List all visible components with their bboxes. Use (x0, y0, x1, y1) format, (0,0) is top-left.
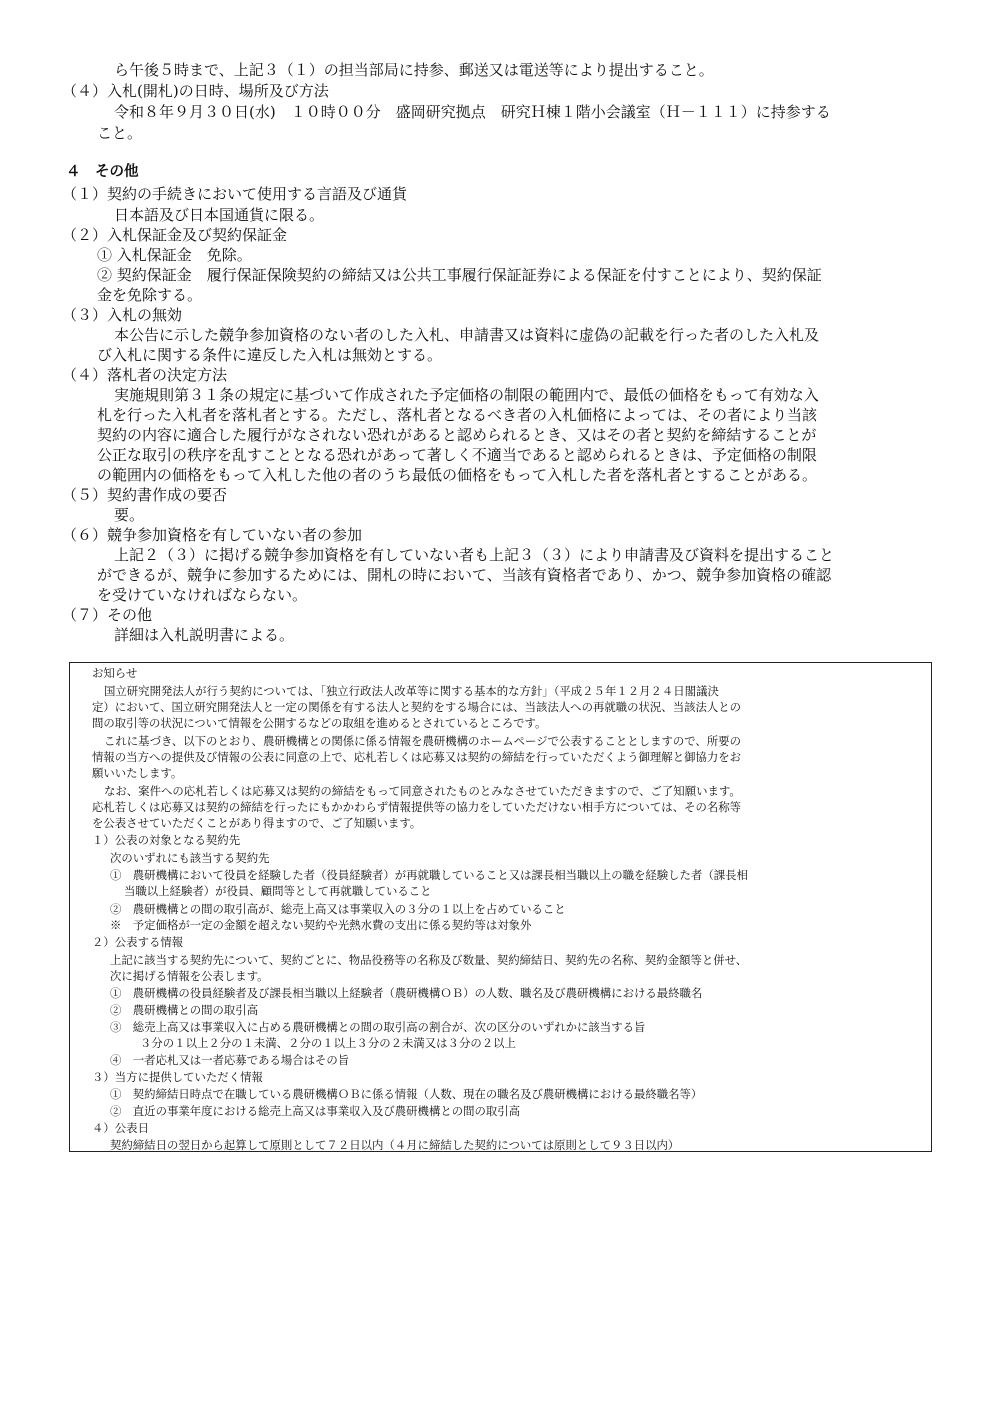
notice-subheading: ２）公表する情報 (92, 935, 184, 949)
item-heading: （７）その他 (62, 606, 153, 624)
body-line: ができるが、競争に参加するためには、開札の時において、当該有資格者であり、かつ、競争参加資格の確認 (97, 566, 832, 584)
body-line: ② 契約保証金 履行保証保険契約の締結又は公共工事履行保証証券による保証を付すことにより、契約保証 (97, 266, 822, 284)
notice-line: ① 契約締結日時点で在職している農研機構ＯＢに係る情報（人数、現在の職名及び農研機構における最終職名等） (110, 1087, 703, 1101)
item-heading: （３）入札の無効 (62, 306, 183, 324)
notice-line: 次のいずれにも該当する契約先 (110, 851, 270, 865)
notice-line: 次に掲げる情報を公表します。 (110, 969, 269, 983)
notice-subheading: ４）公表日 (92, 1121, 149, 1135)
notice-subheading: １）公表の対象となる契約先 (92, 833, 241, 847)
body-line: び入札に関する条件に違反した入札は無効とする。 (97, 346, 443, 364)
notice-line: 定）において、国立研究開発法人と一定の関係を有する法人と契約をする場合には、当該法人への再就職の状況、当該法人との (92, 700, 742, 714)
notice-line: ③ 総売上高又は事業収入に占める農研機構との間の取引高の割合が、次の区分のいずれかに該当する旨 (110, 1020, 646, 1034)
body-line: の範囲内の価格をもって入札した他の者のうち最低の価格をもって入札した者を落札者とすることがある。 (97, 466, 818, 484)
notice-line: を公表させていただくことがあり得ますので、ご了知願います。 (92, 816, 422, 830)
notice-title: お知らせ (92, 666, 138, 680)
notice-line: 間の取引等の状況について情報を公開するなどの取組を進めるとされているところです。 (92, 716, 547, 730)
notice-line: ④ 一者応札又は一者応募である場合はその旨 (110, 1053, 350, 1067)
body-line: 実施規則第３１条の規定に基づいて作成された予定価格の制限の範囲内で、最低の価格をもって有効な入 (114, 386, 819, 404)
notice-line: ① 農研機構において役員を経験した者（役員経験者）が再就職していること又は課長相当職以上の職を経験した者（課長相 (110, 868, 748, 882)
continuation-line: ら午後５時まで、上記３（１）の担当部局に持参、郵送又は電送等により提出すること。 (114, 61, 714, 79)
item-heading: （４）落札者の決定方法 (62, 366, 228, 384)
body-line: 本公告に示した競争参加資格のない者のした入札、申請書又は資料に虚偽の記載を行った者のした入札及 (114, 326, 820, 344)
item-heading: （６）競争参加資格を有していない者の参加 (62, 526, 363, 544)
notice-line: 情報の当方への提供及び情報の公表に同意の上で、応札若しくは応募又は契約の締結を行っていただくよう御理解と御協力をお (92, 750, 742, 764)
item-heading: （５）契約書作成の要否 (62, 486, 228, 504)
body-line: 詳細は入札説明書による。 (114, 626, 295, 644)
body-line: 上記２（３）に掲げる競争参加資格を有していない者も上記３（３）により申請書及び資料を提出すること (114, 546, 835, 564)
body-line: 札を行った入札者を落札者とする。ただし、落札者となるべき者の入札価格によっては、その者により当該 (97, 406, 818, 424)
notice-line: なお、案件への応札若しくは応募又は契約の締結をもって同意されたものとみなさせていただきますので、ご了知願います。 (104, 784, 741, 798)
notice-line: ※ 予定価格が一定の金額を超えない契約や光熱水費の支出に係る契約等は対象外 (110, 918, 532, 932)
item-heading: （１）契約の手続きにおいて使用する言語及び通貨 (62, 185, 408, 203)
notice-line: 契約締結日の翌日から起算して原則として７２日以内（４月に締結した契約については原則として９３日以内） (110, 1138, 680, 1152)
item-heading: （４）入札(開札)の日時、場所及び方法 (62, 82, 329, 100)
body-line: 日本語及び日本国通貨に限る。 (114, 206, 325, 224)
section-title: ４ その他 (66, 164, 139, 180)
notice-line: 願いいたします。 (92, 766, 183, 780)
body-line: こと。 (97, 124, 143, 142)
notice-line: 国立研究開発法人が行う契約については、「独立行政法人改革等に関する基本的な方針」（平成２５年１２月２４日閣議決 (104, 684, 719, 698)
body-line: ① 入札保証金 免除。 (97, 246, 252, 264)
notice-line: 当職以上経験者）が役員、顧問等として再就職していること (124, 884, 432, 898)
item-heading: （２）入札保証金及び契約保証金 (62, 226, 288, 244)
notice-subheading: ３）当方に提供していただく情報 (92, 1070, 263, 1084)
notice-line: ３分の１以上２分の１未満、２分の１以上３分の２未満又は３分の２以上 (140, 1036, 516, 1050)
notice-line: ② 直近の事業年度における総売上高又は事業収入及び農研機構との間の取引高 (110, 1104, 521, 1118)
notice-line: これに基づき、以下のとおり、農研機構との関係に係る情報を農研機構のホームページで公表することとしますので、所要の (104, 734, 741, 748)
body-line: 契約の内容に適合した履行がなされない恐れがあると認められるとき、又はその者と契約を締結することが (97, 426, 817, 444)
notice-line: 応札若しくは応募又は契約の締結を行ったにもかかわらず情報提供等の協力をしていただけない相手方については、その名称等 (92, 800, 742, 814)
body-line: 要。 (114, 506, 145, 524)
body-line: 金を免除する。 (97, 286, 203, 304)
body-line: を受けていなければならない。 (97, 586, 308, 604)
notice-line: ② 農研機構との間の取引高が、総売上高又は事業収入の３分の１以上を占めていること (110, 902, 566, 916)
notice-line: 上記に該当する契約先について、契約ごとに、物品役務等の名称及び数量、契約締結日、契約先の名称、契約金額等と併せ、 (110, 953, 748, 967)
body-line: 令和８年９月３０日(水) １０時００分 盛岡研究拠点 研究Ｈ棟１階小会議室（Ｈ－１１１）に持参する (114, 103, 831, 121)
notice-line: ① 農研機構の役員経験者及び課長相当職以上経験者（農研機構ＯＢ）の人数、職名及び農研機構における最終職名 (110, 986, 703, 1000)
notice-line: ② 農研機構との間の取引高 (110, 1003, 259, 1017)
body-line: 公正な取引の秩序を乱すこととなる恐れがあって著しく不適当であると認められるときは、予定価格の制限 (97, 446, 817, 464)
